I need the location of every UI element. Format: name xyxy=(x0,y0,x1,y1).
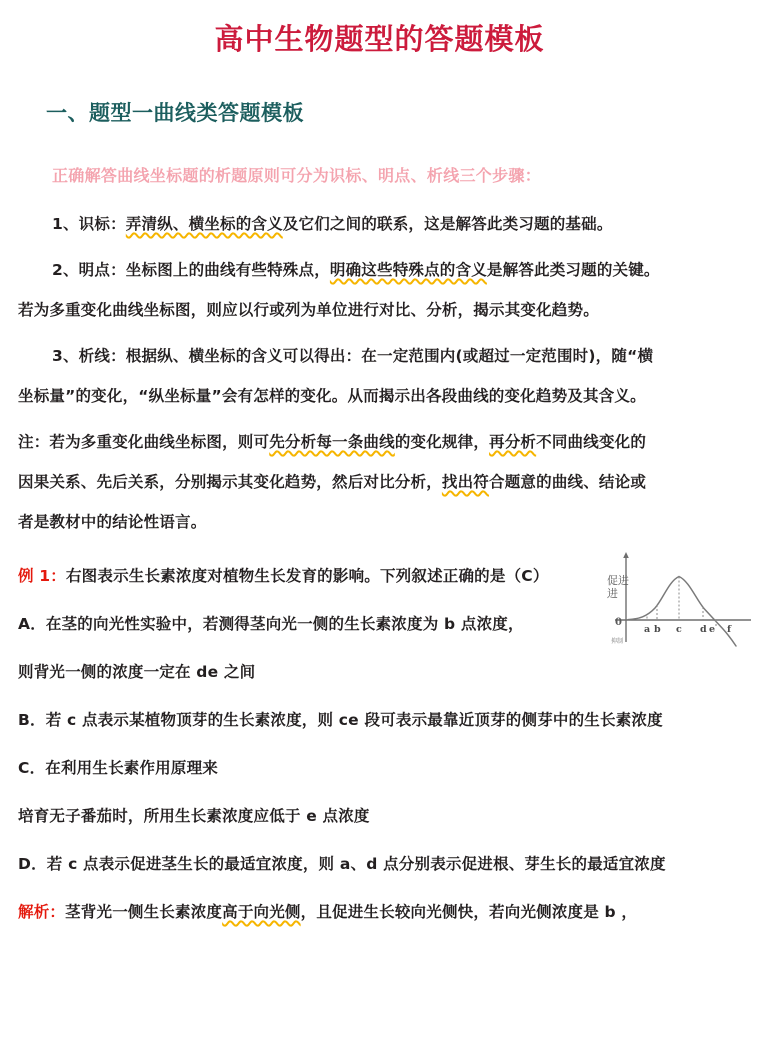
origin-label: 0 xyxy=(615,616,622,628)
y-axis-label-inhibit: 抑制 xyxy=(611,637,624,645)
note-line1-b: 的变化规律， xyxy=(394,432,490,451)
step-2-paragraph xyxy=(18,258,725,282)
step-3-prefix: 3、析线： xyxy=(52,346,126,365)
document-page xyxy=(0,22,759,1055)
note-line2-underlined: 找出符 xyxy=(441,472,490,491)
step-1-underlined: 弄清纵、横坐标的含义 xyxy=(125,214,283,233)
option-d-line-1: D．若 c 点表示促进茎生长的最适宜浓度，则 a、d 点分别表示促进根、芽生长的最适宜浓度 xyxy=(18,855,666,874)
step-1-paragraph xyxy=(18,212,725,236)
example-stem-text: 右图表示生长素浓度对植物生长发育的影响。下列叙述正确的是（C） xyxy=(65,566,549,585)
note-line1-c: 不同曲线变化的 xyxy=(536,432,647,451)
note-line-3: 者是教材中的结论性语言。 xyxy=(18,512,207,531)
step-3-plain: 根据纵、横坐标的含义可以得出：在一定范围内(或超过一定范围时)，随“横 xyxy=(125,346,654,365)
auxin-response-curve xyxy=(628,576,736,646)
auxin-concentration-curve-figure xyxy=(585,550,753,650)
option-a-line-1: A．在茎的向光性实验中，若测得茎向光一侧的生长素浓度为 b 点浓度， xyxy=(18,614,524,633)
step-2-rest: 是解答此类习题的关键。 xyxy=(486,260,660,279)
example-tag: 例 1： xyxy=(18,566,66,585)
note-line1-underlined-2: 再分析 xyxy=(489,432,537,451)
analysis-line xyxy=(18,900,739,924)
example-block xyxy=(0,564,759,924)
step-3-continuation: 坐标量”的变化，“纵坐标量”会有怎样的变化。从而揭示出各段曲线的变化趋势及其含义。 xyxy=(18,386,646,405)
step-2-underlined: 明确这些特殊点的含义 xyxy=(329,260,487,279)
example-text-column xyxy=(0,564,585,636)
option-c-line-2: 培育无子番茄时，所用生长素浓度应低于 e 点浓度 xyxy=(18,807,370,825)
page-title: 高中生物题型的答题模板 xyxy=(214,22,545,56)
analysis-tag: 解析： xyxy=(18,903,66,922)
curve-chart-svg xyxy=(585,550,753,650)
tick-label-e: e xyxy=(709,623,716,635)
tick-label-c: c xyxy=(676,623,682,635)
note-line1-underlined-1: 先分析每一条曲线 xyxy=(269,432,395,451)
note-label: 注： xyxy=(18,432,50,451)
step-2-continuation: 若为多重变化曲线坐标图，则应以行或列为单位进行对比、分析，揭示其变化趋势。 xyxy=(18,300,599,319)
tick-label-b: b xyxy=(654,623,661,635)
section-heading: 一、题型一曲线类答题模板 xyxy=(46,100,304,125)
y-axis-arrow-icon xyxy=(623,552,629,558)
analysis-underlined: 高于向光侧 xyxy=(222,903,301,922)
option-b-line-1: B．若 c 点表示某植物顶芽的生长素浓度，则 ce 段可表示最靠近顶芽的侧芽中的生长素浓度 xyxy=(18,710,663,729)
option-a-line-2: 则背光一侧的浓度一定在 de 之间 xyxy=(18,662,256,681)
step-1-prefix: 1、识标： xyxy=(52,214,126,233)
tick-label-a: a xyxy=(644,623,651,635)
y-axis-label-promote-2: 进 xyxy=(607,586,618,600)
note-line-1 xyxy=(18,430,725,454)
step-3-paragraph xyxy=(18,344,725,368)
analysis-part-b: ，且促进生长较向光侧快，若向光侧浓度是 b ， xyxy=(300,903,638,922)
step-2-plain: 坐标图上的曲线有些特殊点， xyxy=(125,260,330,279)
option-c-line-1: C．在利用生长素作用原理来 xyxy=(18,758,218,777)
step-2-prefix: 2、明点： xyxy=(52,260,126,279)
note-line1-a: 若为多重变化曲线坐标图，则可 xyxy=(49,432,270,451)
analysis-part-a: 茎背光一侧生长素浓度 xyxy=(65,903,223,922)
step-1-rest: 及它们之间的联系，这是解答此类习题的基础。 xyxy=(282,214,613,233)
note-line-2 xyxy=(18,470,725,494)
lead-principle-line: 正确解答曲线坐标题的析题原则可分为识标、明点、析线三个步骤： xyxy=(52,165,542,185)
example-stem xyxy=(18,564,551,588)
tick-label-f: f xyxy=(727,623,732,635)
note-line2-b: 合题意的曲线、结论或 xyxy=(489,472,647,491)
y-axis-label-promote: 促进 xyxy=(607,573,629,587)
tick-label-d: d xyxy=(700,623,707,635)
note-line2-a: 因果关系、先后关系，分别揭示其变化趋势，然后对比分析， xyxy=(18,472,442,491)
